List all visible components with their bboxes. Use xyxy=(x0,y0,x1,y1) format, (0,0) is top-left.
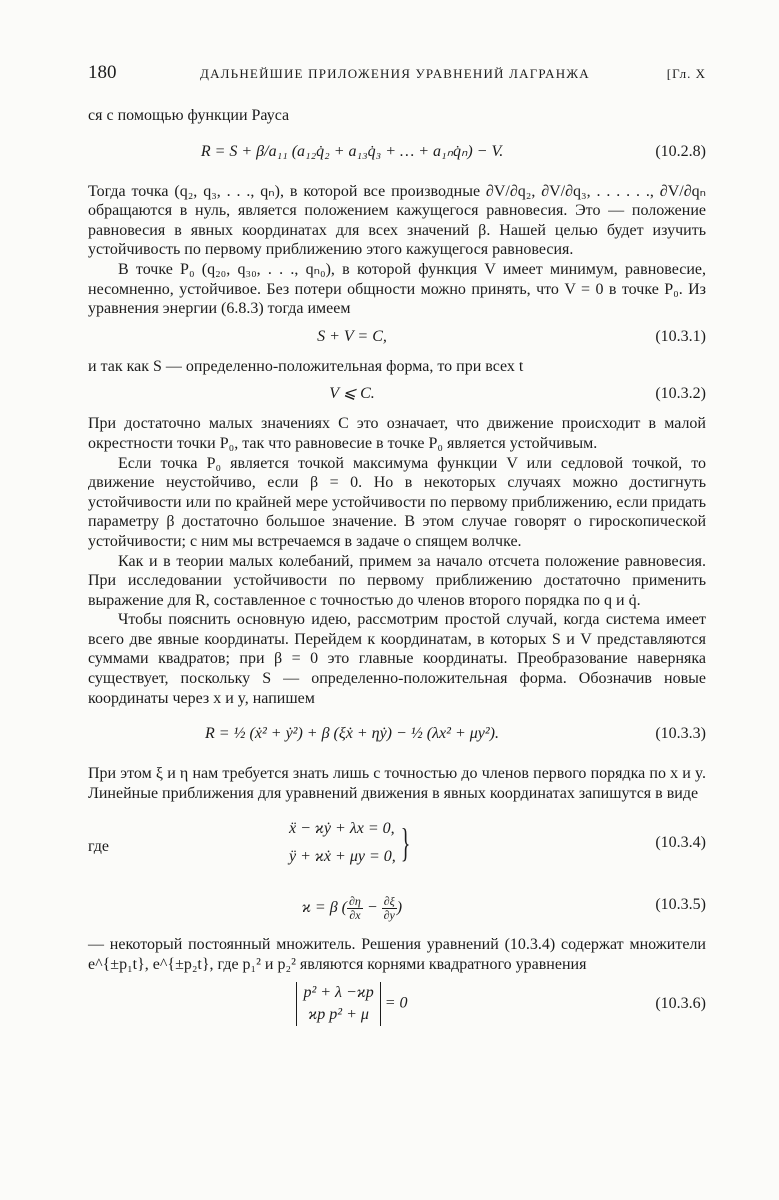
chapter-label: [Гл. X xyxy=(666,66,706,81)
equation-10-2-8 xyxy=(88,128,706,180)
equation-10-3-6 xyxy=(88,976,706,1032)
equation-formula: V ⩽ C. xyxy=(329,385,375,403)
equation-line: ẍ − ϰẏ + λx = 0, xyxy=(289,820,395,838)
fraction: $\frac{\partial\xi}{\partial y}$ xyxy=(383,894,395,923)
text-body xyxy=(88,106,706,1034)
paragraph: В точке P₀ (q₂₀, q₃₀, . . ., qₙ₀), в которой функция V имеет минимум, равновесие, несомненно, устойчивое. Без потери общности можно принять, что V = 0 в точке P₀. Из уравнения энергии (6.8.3) тогда имеем xyxy=(88,260,706,318)
equation-formula: R = ½ (ẋ² + ẏ²) + β (ξẋ + ηẏ) − ½ (λx² + μy²). xyxy=(204,725,500,743)
paragraph: и так как S — определенно-положительная форма, то при всех t xyxy=(88,357,524,375)
equation-number: (10.3.4) xyxy=(655,834,706,852)
determinant-row: ϰp p² + μ xyxy=(308,1006,369,1024)
equation-formula: ϰ = β ( $\frac{\partial\eta}{\partial x}$ − $\frac{\partial\xi}{\partial y}$ ) xyxy=(301,894,403,923)
fraction: $\frac{\partial\eta}{\partial x}$ xyxy=(349,894,361,923)
running-header xyxy=(88,62,706,86)
equation-number: (10.3.5) xyxy=(655,896,706,914)
equation-10-3-3 xyxy=(88,710,706,762)
determinant-row: p² + λ −ϰp xyxy=(303,984,374,1002)
equation-system xyxy=(88,815,616,871)
equation-number: (10.3.2) xyxy=(655,385,706,403)
paragraph: — некоторый постоянный множитель. Решения уравнений (10.3.4) содержат множители e^{±p₁t}, e^{±p₂t}, где p₁² и p₂² являются корнями квадратного уравнения xyxy=(88,936,706,973)
equation-formula: R = S + β/a₁₁ (a₁₂q̇₂ + a₁₃q̇₃ + … + a₁ₙq̇ₙ) − V. xyxy=(200,142,504,160)
equation-number: (10.3.6) xyxy=(655,995,706,1013)
equation-10-3-2 xyxy=(88,378,706,412)
right-brace: } xyxy=(400,820,411,866)
equation-10-3-1 xyxy=(88,321,706,355)
paragraph: Если точка P₀ является точкой максимума функции V или седловой точкой, то движение неустойчиво, если β = 0. Но в некоторых случаях можно достигнуть устойчивости или по крайней мере устойчивости по первому приближению, если придать параметру β достаточно большое значение. В этом случае говорят о гироскопической устойчивости; с ним мы встречаемся в задаче о спящем волчке. xyxy=(88,454,706,550)
paragraph: При этом ξ и η нам требуется знать лишь с точностью до членов первого порядка по x и y. Линейные приближения для уравнений движения в явных координатах запишутся в виде xyxy=(88,765,706,802)
paragraph: При достаточно малых значениях C это означает, что движение происходит в малой окрестности точки P₀, так что равновесие в точке P₀ является устойчивым. xyxy=(88,415,706,452)
equation-determinant xyxy=(88,982,616,1026)
equation-lhs: ϰ = β xyxy=(301,899,338,917)
paragraph: Как и в теории малых колебаний, примем за начало отсчета положение равновесия. При исследовании устойчивости по первому приближению достаточно применить выражение для R, составленное с точностью до членов второго порядка по q и q̇. xyxy=(88,552,706,609)
running-title: ДАЛЬНЕЙШИЕ ПРИЛОЖЕНИЯ УРАВНЕНИЙ ЛАГРАНЖА xyxy=(200,66,590,81)
paragraph-where: где xyxy=(88,838,110,856)
equation-10-3-5 xyxy=(88,881,706,933)
equation-line: ÿ + ϰẋ + μy = 0, xyxy=(289,848,396,866)
page-number: 180 xyxy=(88,62,117,83)
equation-rhs: = 0 xyxy=(384,994,408,1012)
equation-number: (10.3.1) xyxy=(655,327,706,345)
equation-number: (10.3.3) xyxy=(655,725,706,743)
equation-formula: S + V = C, xyxy=(317,327,387,345)
equation-number: (10.2.8) xyxy=(655,142,706,160)
paragraph: ся с помощью функции Рауса xyxy=(88,107,290,124)
paragraph: Чтобы пояснить основную идею, рассмотрим простой случай, когда система имеет всего две явные координаты. Перейдем к координатам, в которых S и V представляются суммами квадратов; при β = 0 это главные координаты. Преобразование наверняка существует, поскольку S — определенно-положительная форма. Обозначив новые координаты через x и y, напишем xyxy=(88,611,706,707)
paragraph: Тогда точка (q₂, q₃, . . ., qₙ), в которой все производные ∂V/∂q₂, ∂V/∂q₃, . . . . . ., ∂V/∂qₙ обращаются в нуль, является положением кажущегося равновесия. Это — положение равновесия в явных координатах для всех значений β. Нашей целью будет изучить устойчивость по первому приближению этого кажущегося равновесия. xyxy=(88,182,706,259)
equation-10-3-4 xyxy=(88,811,706,881)
